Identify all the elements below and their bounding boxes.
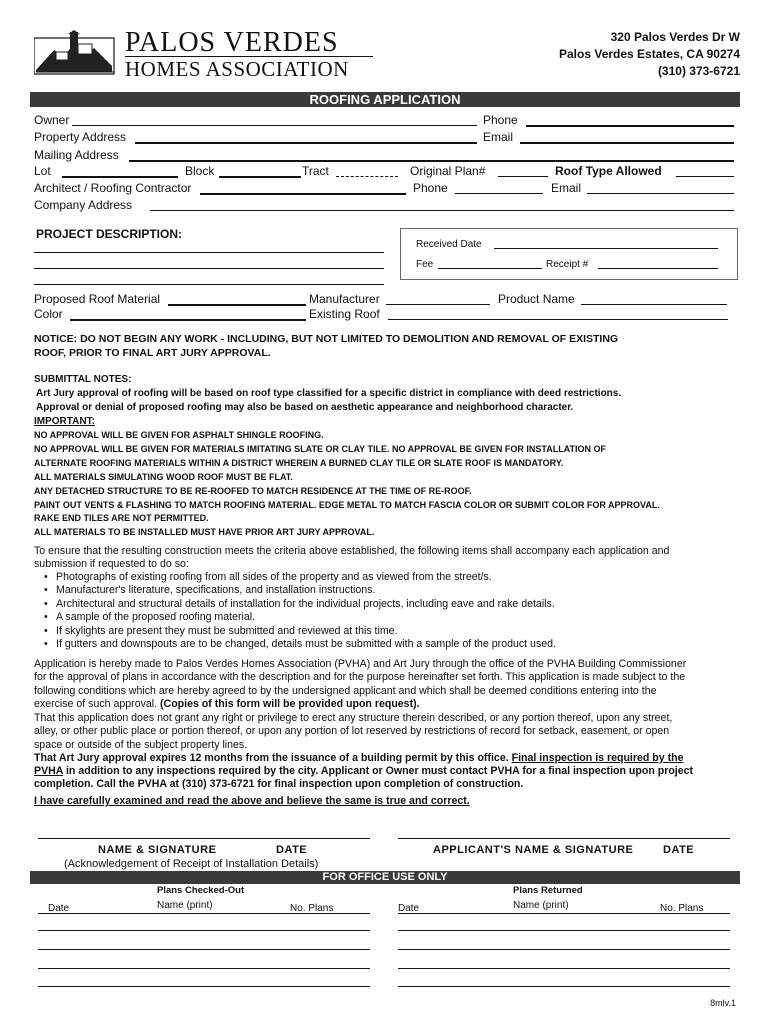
- office-row-line[interactable]: [38, 986, 370, 987]
- plans-returned-label: Plans Returned: [513, 885, 583, 896]
- received-date-field[interactable]: [494, 248, 718, 249]
- project-description-label: PROJECT DESCRIPTION:: [36, 227, 183, 241]
- office-use-bar: FOR OFFICE USE ONLY: [30, 871, 740, 884]
- rule-item: ALTERNATE ROOFING MATERIALS WITHIN A DISTRICT WHEREIN A BURNED CLAY TILE OR SLATE ROOF IS MANDATORY.: [34, 458, 564, 468]
- phone2-label: Phone: [413, 181, 448, 195]
- no-plans-column-label: No. Plans: [660, 903, 704, 914]
- agreement-line: That this application does not grant any right or privilege to erect any structure therein described, or any portion thereof, upon any street,: [34, 712, 673, 724]
- criteria-bullet: • If gutters and downspouts are to be changed, details must be submitted with a sample of the product used.: [44, 638, 556, 651]
- existing-roof-field[interactable]: [388, 319, 728, 320]
- project-description-line-2[interactable]: [34, 268, 384, 269]
- tract-field[interactable]: [336, 176, 398, 177]
- rule-item: NO APPROVAL WILL BE GIVEN FOR ASPHALT SHINGLE ROOFING.: [34, 430, 324, 440]
- tract-label: Tract: [302, 164, 329, 178]
- color-label: Color: [34, 307, 63, 321]
- rule-item: PAINT OUT VENTS & FLASHING TO MATCH ROOFING MATERIAL. EDGE METAL TO MATCH FASCIA COLOR OR SUBMIT COLOR FOR APPROVAL.: [34, 500, 660, 510]
- phone2-field[interactable]: [455, 193, 543, 194]
- rule-item: RAKE END TILES ARE NOT PERMITTED.: [34, 513, 209, 523]
- name-print-column-label: Name (print): [513, 900, 569, 911]
- architect-field[interactable]: [200, 193, 406, 195]
- manufacturer-field[interactable]: [386, 304, 490, 305]
- phone-field[interactable]: [526, 125, 734, 127]
- agreement-line: for the approval of plans in accordance with the description and for the purpose hereinafter set forth. This application is made subject to the: [34, 671, 686, 683]
- submittal-note-1: Art Jury approval of roofing will be based on roof type classified for a specific district in compliance with deed restrictions.: [36, 388, 622, 399]
- office-row-line[interactable]: [38, 968, 370, 969]
- important-heading: IMPORTANT:: [34, 416, 95, 427]
- office-row-line[interactable]: [398, 930, 730, 931]
- agreement-line: completion. Call the PVHA at (310) 373-6721 for final inspection upon completion of construction.: [34, 778, 524, 790]
- date-column-label: Date: [48, 903, 70, 914]
- agreement-line: space or outside of the subject property lines.: [34, 739, 248, 751]
- roof-type-label: Roof Type Allowed: [555, 164, 662, 178]
- architect-label: Architect / Roofing Contractor: [34, 181, 192, 195]
- company-address-field[interactable]: [150, 210, 734, 211]
- lot-field[interactable]: [62, 176, 178, 178]
- office-row-line[interactable]: [38, 930, 370, 931]
- property-address-label: Property Address: [34, 130, 127, 144]
- org-subtitle: HOMES ASSOCIATION: [125, 57, 349, 81]
- submittal-note-2: Approval or denial of proposed roofing may also be based on aesthetic appearance and neighborhood character.: [36, 402, 574, 413]
- agreement-line: following conditions which are hereby agreed to by the undersigned applicant and which shall be deemed conditions entering into the: [34, 685, 657, 697]
- roof-type-field[interactable]: [676, 176, 734, 177]
- agreement-line: That Art Jury approval expires 12 months from the issuance of a building permit by this office. Final inspection is required by the: [34, 752, 684, 764]
- office-row-line[interactable]: [398, 949, 730, 950]
- email-field[interactable]: [520, 142, 734, 144]
- logo-icon: [34, 30, 118, 76]
- owner-field[interactable]: [72, 125, 477, 126]
- agreement-line: alley, or other public place or portion thereof, or upon any portion of lot reserved by restrictions of record for setback, easement, or open: [34, 725, 670, 737]
- received-date-label: Received Date: [416, 239, 482, 250]
- office-row-line[interactable]: [38, 949, 370, 950]
- criteria-bullet: • Architectural and structural details of installation for the individual projects, including eave and rake details.: [44, 598, 556, 611]
- address-line-2: Palos Verdes Estates, CA 90274: [559, 47, 740, 61]
- original-plan-field[interactable]: [498, 176, 548, 177]
- criteria-bullet: • A sample of the proposed roofing material.: [44, 611, 556, 624]
- name-print-column-label: Name (print): [157, 900, 213, 911]
- fee-label: Fee: [416, 259, 434, 270]
- criteria-bullet: • If skylights are present they must be submitted and reviewed at this time.: [44, 625, 556, 638]
- office-row-line[interactable]: [398, 986, 730, 987]
- property-address-field[interactable]: [135, 142, 477, 144]
- receipt-label: Receipt #: [546, 259, 589, 270]
- block-label: Block: [185, 164, 215, 178]
- name-signature-label: NAME & SIGNATURE: [98, 844, 217, 856]
- project-description-line-1[interactable]: [34, 252, 384, 253]
- office-receipt-box: [400, 228, 738, 280]
- notice-line-1: NOTICE: DO NOT BEGIN ANY WORK - INCLUDING, BUT NOT LIMITED TO DEMOLITION AND REMOVAL OF EXISTING: [34, 333, 619, 345]
- lot-label: Lot: [34, 164, 51, 178]
- notice-line-2: ROOF, PRIOR TO FINAL ART JURY APPROVAL.: [34, 347, 271, 359]
- receipt-field[interactable]: [598, 268, 718, 269]
- criteria-bullet: • Manufacturer's literature, specifications, and installation instructions.: [44, 584, 556, 597]
- certification-statement: I have carefully examined and read the above and believe the same is true and correct.: [34, 795, 470, 807]
- agreement-line: Application is hereby made to Palos Verdes Homes Association (PVHA) and Art Jury through the office of the PVHA Building Commissioner: [34, 658, 687, 670]
- rule-item: NO APPROVAL WILL BE GIVEN FOR MATERIALS IMITATING SLATE OR CLAY TILE. NO APPROVAL BE GIVEN FOR INSTALLATION OF: [34, 444, 607, 454]
- address-line-1: 320 Palos Verdes Dr W: [610, 30, 740, 44]
- criteria-bullet: • Photographs of existing roofing from all sides of the property and as viewed from the street/s.: [44, 571, 556, 584]
- rule-item: ANY DETACHED STRUCTURE TO BE RE-ROOFED TO MATCH RESIDENCE AT THE TIME OF RE-ROOF.: [34, 486, 472, 496]
- criteria-list: [44, 571, 556, 651]
- applicant-signature-field[interactable]: [398, 838, 730, 839]
- office-row-line[interactable]: [38, 913, 370, 914]
- proposed-roof-material-field[interactable]: [168, 304, 306, 306]
- email2-field[interactable]: [587, 193, 734, 194]
- agreement-line: exercise of such approval. (Copies of this form will be provided upon request).: [34, 698, 420, 710]
- owner-signature-field[interactable]: [38, 838, 370, 839]
- rule-item: ALL MATERIALS SIMULATING WOOD ROOF MUST BE FLAT.: [34, 472, 293, 482]
- plans-checked-out-label: Plans Checked-Out: [157, 885, 245, 896]
- date2-label: DATE: [663, 844, 695, 856]
- product-name-label: Product Name: [498, 292, 575, 306]
- manufacturer-label: Manufacturer: [309, 292, 380, 306]
- office-row-line[interactable]: [398, 968, 730, 969]
- proposed-roof-material-label: Proposed Roof Material: [34, 292, 161, 306]
- existing-roof-label: Existing Roof: [309, 307, 380, 321]
- form-version: 8mlv.1: [710, 998, 736, 1008]
- rule-item: ALL MATERIALS TO BE INSTALLED MUST HAVE PRIOR ART JURY APPROVAL.: [34, 527, 375, 537]
- email2-label: Email: [551, 181, 582, 195]
- org-name: PALOS VERDES: [125, 27, 339, 58]
- phone-label: Phone: [483, 113, 518, 127]
- no-plans-column-label: No. Plans: [290, 903, 334, 914]
- block-field[interactable]: [219, 176, 301, 178]
- mailing-address-label: Mailing Address: [34, 148, 119, 162]
- date-column-label: Date: [398, 903, 420, 914]
- project-description-line-3[interactable]: [34, 284, 384, 285]
- acknowledgement-label: (Acknowledgement of Receipt of Installation Details): [64, 858, 319, 870]
- criteria-intro-2: submission if requested to do so:: [34, 558, 189, 570]
- phone-number: (310) 373-6721: [657, 64, 740, 78]
- company-address-label: Company Address: [34, 198, 133, 212]
- applicant-signature-label: APPLICANT'S NAME & SIGNATURE: [433, 844, 634, 856]
- original-plan-label: Original Plan#: [410, 164, 486, 178]
- email-label: Email: [483, 130, 514, 144]
- fee-field[interactable]: [438, 268, 542, 269]
- office-row-line[interactable]: [398, 913, 730, 914]
- mailing-address-field[interactable]: [129, 160, 734, 162]
- product-name-field[interactable]: [581, 304, 727, 305]
- date-label: DATE: [276, 844, 308, 856]
- color-field[interactable]: [70, 319, 306, 321]
- submittal-heading: SUBMITTAL NOTES:: [34, 374, 132, 385]
- agreement-line: PVHA in addition to any inspections required by the city. Applicant or Owner must contact PVHA for a final inspection upon project: [34, 765, 694, 777]
- criteria-intro-1: To ensure that the resulting construction meets the criteria above established, the following items shall accompany each application and: [34, 545, 670, 557]
- owner-label: Owner: [34, 113, 70, 127]
- form-title: ROOFING APPLICATION: [30, 92, 740, 107]
